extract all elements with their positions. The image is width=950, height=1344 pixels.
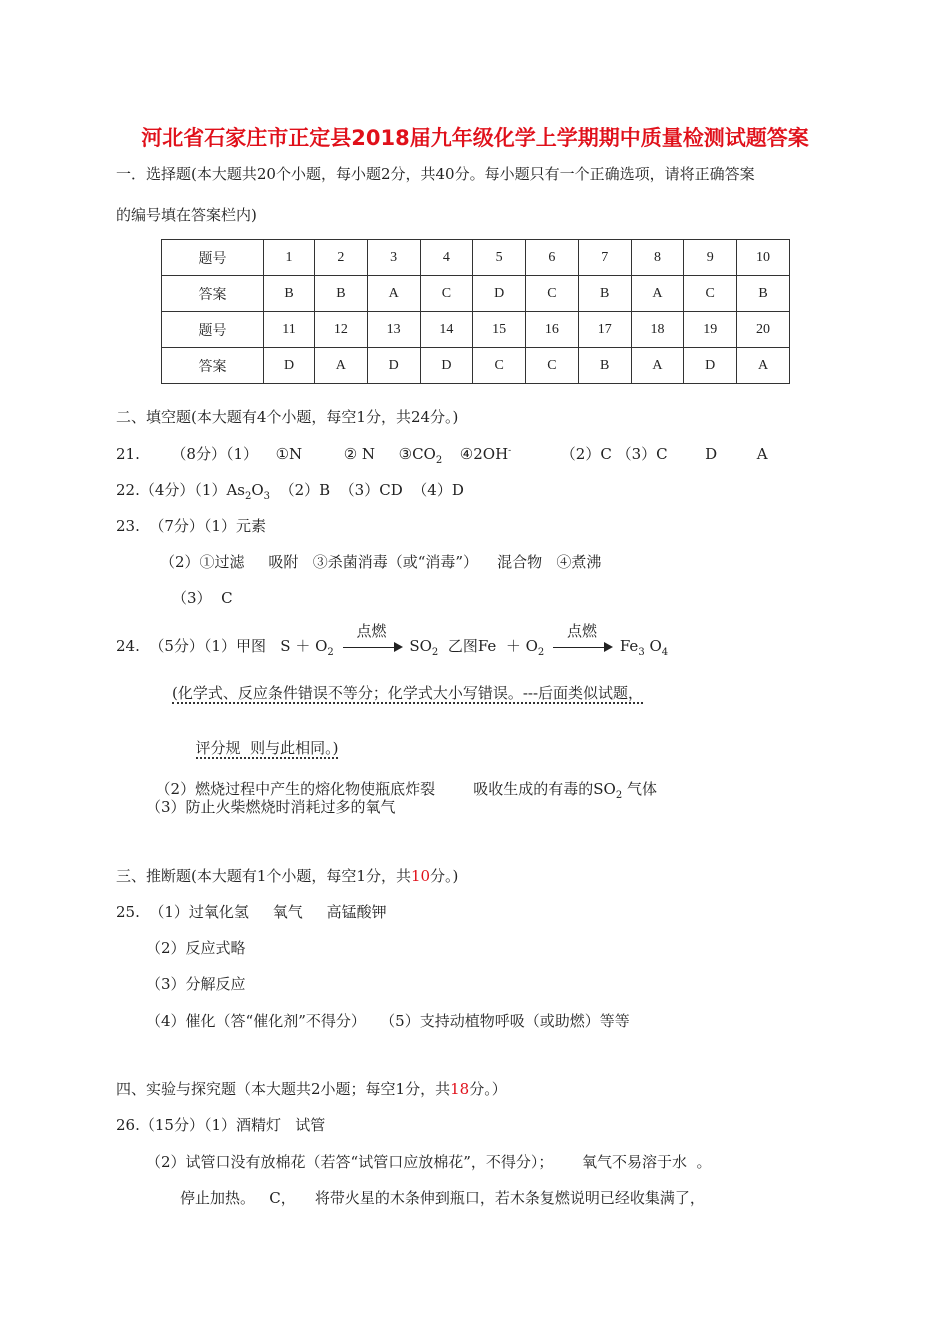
table-cell: 12 xyxy=(314,312,367,348)
q25-line4: （4）催化（答“催化剂”不得分） （5）支持动植物呼吸（或助燃）等等 xyxy=(146,1012,630,1030)
q21-answer-1: ①N xyxy=(275,445,303,463)
q25-line2: （2）反应式略 xyxy=(146,939,246,957)
q26-line3: 停止加热。 C， 将带火星的木条伸到瓶口，若木条复燃说明已经收集满了， xyxy=(180,1189,705,1207)
table-cell: 19 xyxy=(684,312,737,348)
q24-note-line1: (化学式、反应条件错误不等分；化学式大小写错误。---后面类似试题， xyxy=(172,684,644,702)
q26-line2: （2）试管口没有放棉花（若答“试管口应放棉花”，不得分）； 氧气不易溶于水 。 xyxy=(146,1153,712,1171)
table-cell: A xyxy=(367,276,420,312)
table-cell: 7 xyxy=(578,240,631,276)
q25-line3: （3）分解反应 xyxy=(146,975,246,993)
q24-line2: （2）燃烧过程中产生的熔化物使瓶底炸裂 吸收生成的有毒的$SO_2$ 气体 xyxy=(155,780,657,801)
q26-line1: 26.（15分）（1）酒精灯 试管 xyxy=(116,1116,326,1134)
q24-equation-line: 24. （5分）（1）甲图 $S + O_2$ 点燃 $SO_2$ 乙图$Fe + O_2$ 点燃 $Fe_3$ $O_4$ xyxy=(116,622,669,658)
table-cell: 16 xyxy=(526,312,579,348)
table-cell: B xyxy=(578,348,631,384)
table-cell: A xyxy=(631,348,684,384)
table-cell: 18 xyxy=(631,312,684,348)
q22-line: 22.（4分）$(1)As_2O_3$ （2）B （3）CD （4）D xyxy=(116,481,464,502)
table-cell: 1 xyxy=(264,240,315,276)
table-cell: D xyxy=(367,348,420,384)
table-cell: D xyxy=(473,276,526,312)
row-label: 答案 xyxy=(162,348,264,384)
table-cell: 6 xyxy=(526,240,579,276)
q21-answer-3: $③CO_2$ xyxy=(398,445,443,466)
q21-points: （8分）（1） xyxy=(171,445,259,463)
table-cell: D xyxy=(420,348,473,384)
answer-table xyxy=(161,239,790,384)
table-cell: 15 xyxy=(473,312,526,348)
q24-line3: （3）防止火柴燃烧时消耗过多的氧气 xyxy=(146,798,396,816)
q23-line3: （3） C xyxy=(172,589,233,607)
table-cell: 2 xyxy=(314,240,367,276)
table-cell: 14 xyxy=(420,312,473,348)
row-label: 答案 xyxy=(162,276,264,312)
q21-answer-4: ④2OH- xyxy=(459,445,512,463)
q21-line xyxy=(116,443,768,466)
table-cell: 8 xyxy=(631,240,684,276)
table-cell: B xyxy=(737,276,790,312)
reaction-arrow xyxy=(343,622,401,654)
table-row xyxy=(162,276,790,312)
arrow-condition: 点燃 xyxy=(567,622,598,640)
q24-note-line2: 评分规 则与此相同。) xyxy=(195,739,339,757)
reaction-arrow xyxy=(553,622,611,654)
table-cell: 3 xyxy=(367,240,420,276)
table-cell: 11 xyxy=(264,312,315,348)
row-label: 题号 xyxy=(162,312,264,348)
table-cell: C xyxy=(526,276,579,312)
q21-answer-e: A xyxy=(756,445,768,463)
table-cell: D xyxy=(264,348,315,384)
table-cell: 13 xyxy=(367,312,420,348)
table-cell: 17 xyxy=(578,312,631,348)
section3-heading: 三、推断题(本大题有1个小题，每空1分，共10分。) xyxy=(116,867,459,885)
table-cell: B xyxy=(314,276,367,312)
table-cell: B xyxy=(578,276,631,312)
table-cell: B xyxy=(264,276,315,312)
table-row xyxy=(162,240,790,276)
section1-intro-line2: 的编号填在答案栏内) xyxy=(116,206,257,224)
table-cell: C xyxy=(420,276,473,312)
table-cell: 4 xyxy=(420,240,473,276)
q21-answer-rest: （2）C （3）C xyxy=(560,445,668,463)
q21-answer-d: D xyxy=(705,445,718,463)
section4-heading: 四、实验与探究题（本大题共2小题；每空1分，共18分。） xyxy=(116,1080,507,1098)
table-cell: 5 xyxy=(473,240,526,276)
table-cell: C xyxy=(526,348,579,384)
table-row xyxy=(162,312,790,348)
page-title: 河北省石家庄市正定县2018届九年级化学上学期期中质量检测试题答案 xyxy=(141,126,809,150)
table-cell: D xyxy=(684,348,737,384)
arrow-condition: 点燃 xyxy=(356,622,387,640)
q23-line2: （2）①过滤 吸附 ③杀菌消毒（或“消毒”） 混合物 ④煮沸 xyxy=(160,553,602,571)
table-cell: 9 xyxy=(684,240,737,276)
q21-number: 21. xyxy=(116,445,140,463)
table-cell: A xyxy=(737,348,790,384)
table-cell: C xyxy=(473,348,526,384)
table-cell: A xyxy=(314,348,367,384)
q25-line1: 25. （1）过氧化氢 氧气 高锰酸钾 xyxy=(116,903,387,921)
table-cell: 20 xyxy=(737,312,790,348)
q21-answer-2: ② N xyxy=(343,445,376,463)
row-label: 题号 xyxy=(162,240,264,276)
section2-heading: 二、填空题(本大题有4个小题，每空1分，共24分。) xyxy=(116,408,459,426)
table-cell: C xyxy=(684,276,737,312)
table-row xyxy=(162,348,790,384)
section1-intro-line1: 一．选择题(本大题共20个小题，每小题2分，共40分。每小题只有一个正确选项，请将正确答案 xyxy=(116,165,755,183)
q23-line1: 23. （7分）（1）元素 xyxy=(116,517,266,535)
table-cell: A xyxy=(631,276,684,312)
table-cell: 10 xyxy=(737,240,790,276)
